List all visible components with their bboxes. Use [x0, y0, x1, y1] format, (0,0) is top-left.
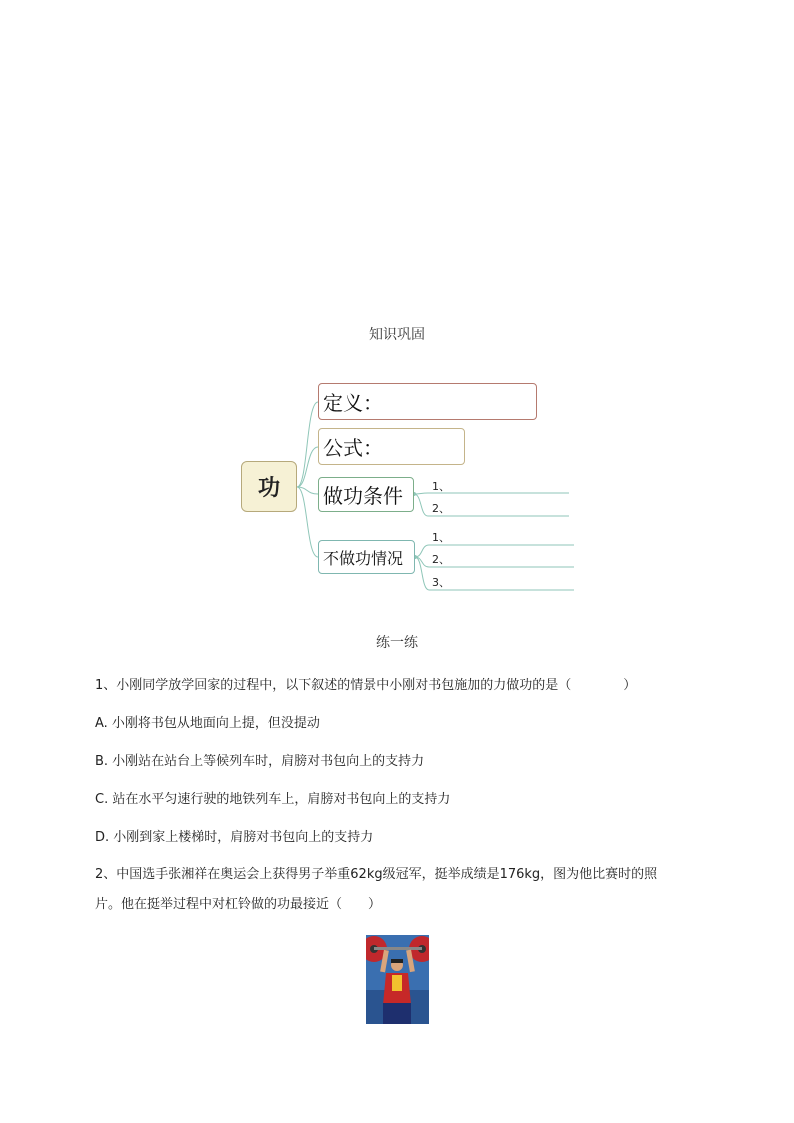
branch-line-conditions	[297, 487, 318, 494]
node-no-work: 不做功情况	[318, 540, 415, 574]
question-1-option-d: D. 小刚到家上楼梯时，肩膀对书包向上的支持力	[95, 830, 374, 845]
question-1-option-a: A. 小刚将书包从地面向上提，但没提动	[95, 716, 320, 731]
question-1-stem: 1、小刚同学放学回家的过程中，以下叙述的情景中小刚对书包施加的力做功的是（ ）	[95, 678, 637, 693]
node-definition: 定义：	[318, 383, 537, 420]
conditions-item-1: 1、	[432, 480, 450, 493]
node-formula: 公式：	[318, 428, 465, 465]
branch-line-no-work	[297, 487, 318, 557]
section-title-knowledge: 知识巩固	[369, 327, 425, 343]
question-2-line-2: 片。他在挺举过程中对杠铃做的功最接近（ ）	[95, 897, 382, 912]
question-1-option-c: C. 站在水平匀速行驶的地铁列车上，肩膀对书包向上的支持力	[95, 792, 451, 807]
question-2-line-1: 2、中国选手张湘祥在奥运会上获得男子举重62kg级冠军，挺举成绩是176kg，图为他比赛时的照	[95, 867, 658, 882]
section-title-practice: 练一练	[376, 635, 418, 651]
question-1-option-b: B. 小刚站在站台上等候列车时，肩膀对书包向上的支持力	[95, 754, 425, 769]
weightlifter-photo	[366, 935, 429, 1024]
branch-line-definition	[297, 402, 318, 487]
node-conditions: 做功条件	[318, 477, 414, 512]
no-work-item-3: 3、	[432, 576, 450, 589]
conditions-item-2: 2、	[432, 502, 450, 515]
no-work-item-2: 2、	[432, 553, 450, 566]
branch-line-formula	[297, 447, 318, 487]
no-work-item-1: 1、	[432, 531, 450, 544]
mindmap-root: 功	[241, 461, 297, 512]
